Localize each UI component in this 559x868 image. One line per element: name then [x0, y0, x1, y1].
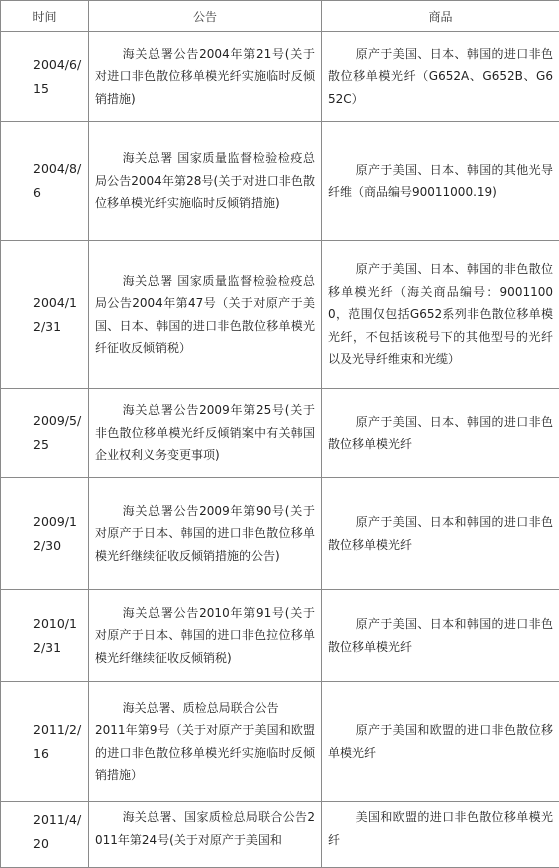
table-row — [1, 478, 559, 590]
row-announcement: 海关总署公告2010年第91号(关于对原产于日本、韩国的进口非色拉位移单模光纤继续征收反倾销税) — [89, 590, 322, 682]
row-time: 2004/12/31 — [1, 241, 89, 389]
row-goods: 原产于美国、日本、韩国的进口非色散位移单模光纤（G652A、G652B、G652C） — [322, 32, 559, 122]
row-goods: 原产于美国、日本、韩国的进口非色散位移单模光纤 — [322, 389, 559, 478]
header-goods: 商品 — [322, 1, 559, 32]
row-announcement: 海关总署公告2009年第25号(关于非色散位移单模光纤反倾销案中有关韩国企业权利义务变更事项) — [89, 389, 322, 478]
table-row — [1, 32, 559, 122]
row-goods: 原产于美国、日本、韩国的其他光导纤维（商品编号90011000.19) — [322, 122, 559, 241]
row-time: 2011/4/20 — [1, 802, 89, 868]
row-goods: 原产于美国、日本和韩国的进口非色散位移单模光纤 — [322, 478, 559, 590]
table-row — [1, 122, 559, 241]
table-header-row — [1, 1, 559, 32]
row-announcement: 海关总署 国家质量监督检验检疫总局公告2004年第28号(关于对进口非色散位移单模光纤实施临时反倾销措施) — [89, 122, 322, 241]
row-time: 2004/6/15 — [1, 32, 89, 122]
announcement-body: 2011年第9号（关于对原产于美国和欧盟的进口非色散位移单模光纤实施临时反倾销措施） — [95, 723, 315, 782]
header-announcement: 公告 — [89, 1, 322, 32]
row-goods: 美国和欧盟的进口非色散位移单模光纤 — [322, 802, 559, 868]
table-row — [1, 590, 559, 682]
table-row — [1, 802, 559, 868]
row-announcement — [89, 682, 322, 802]
announcement-line-1: 海关总署、质检总局联合公告 — [122, 700, 279, 715]
row-time: 2010/12/31 — [1, 590, 89, 682]
row-time: 2004/8/6 — [1, 122, 89, 241]
table-row — [1, 682, 559, 802]
row-goods: 原产于美国和欧盟的进口非色散位移单模光纤 — [322, 682, 559, 802]
table-row — [1, 241, 559, 389]
row-announcement: 海关总署、国家质检总局联合公告2011年第24号(关于对原产于美国和 — [89, 802, 322, 868]
row-goods: 原产于美国、日本和韩国的进口非色散位移单模光纤 — [322, 590, 559, 682]
table-row — [1, 389, 559, 478]
header-time: 时间 — [1, 1, 89, 32]
row-goods: 原产于美国、日本、韩国的非色散位移单模光纤（海关商品编号：90011000，范围仅包括G652系列非色散位移单模光纤，不包括该税号下的其他型号的光纤以及光导纤维束和光缆） — [322, 241, 559, 389]
row-announcement: 海关总署公告2009年第90号(关于对原产于日本、韩国的进口非色散位移单模光纤继续征收反倾销措施的公告) — [89, 478, 322, 590]
row-announcement: 海关总署 国家质量监督检验检疫总局公告2004年第47号（关于对原产于美国、日本、韩国的进口非色散位移单模光纤征收反倾销税） — [89, 241, 322, 389]
row-time: 2011/2/16 — [1, 682, 89, 802]
row-time: 2009/12/30 — [1, 478, 89, 590]
row-time: 2009/5/25 — [1, 389, 89, 478]
row-announcement: 海关总署公告2004年第21号(关于对进口非色散位移单模光纤实施临时反倾销措施) — [89, 32, 322, 122]
